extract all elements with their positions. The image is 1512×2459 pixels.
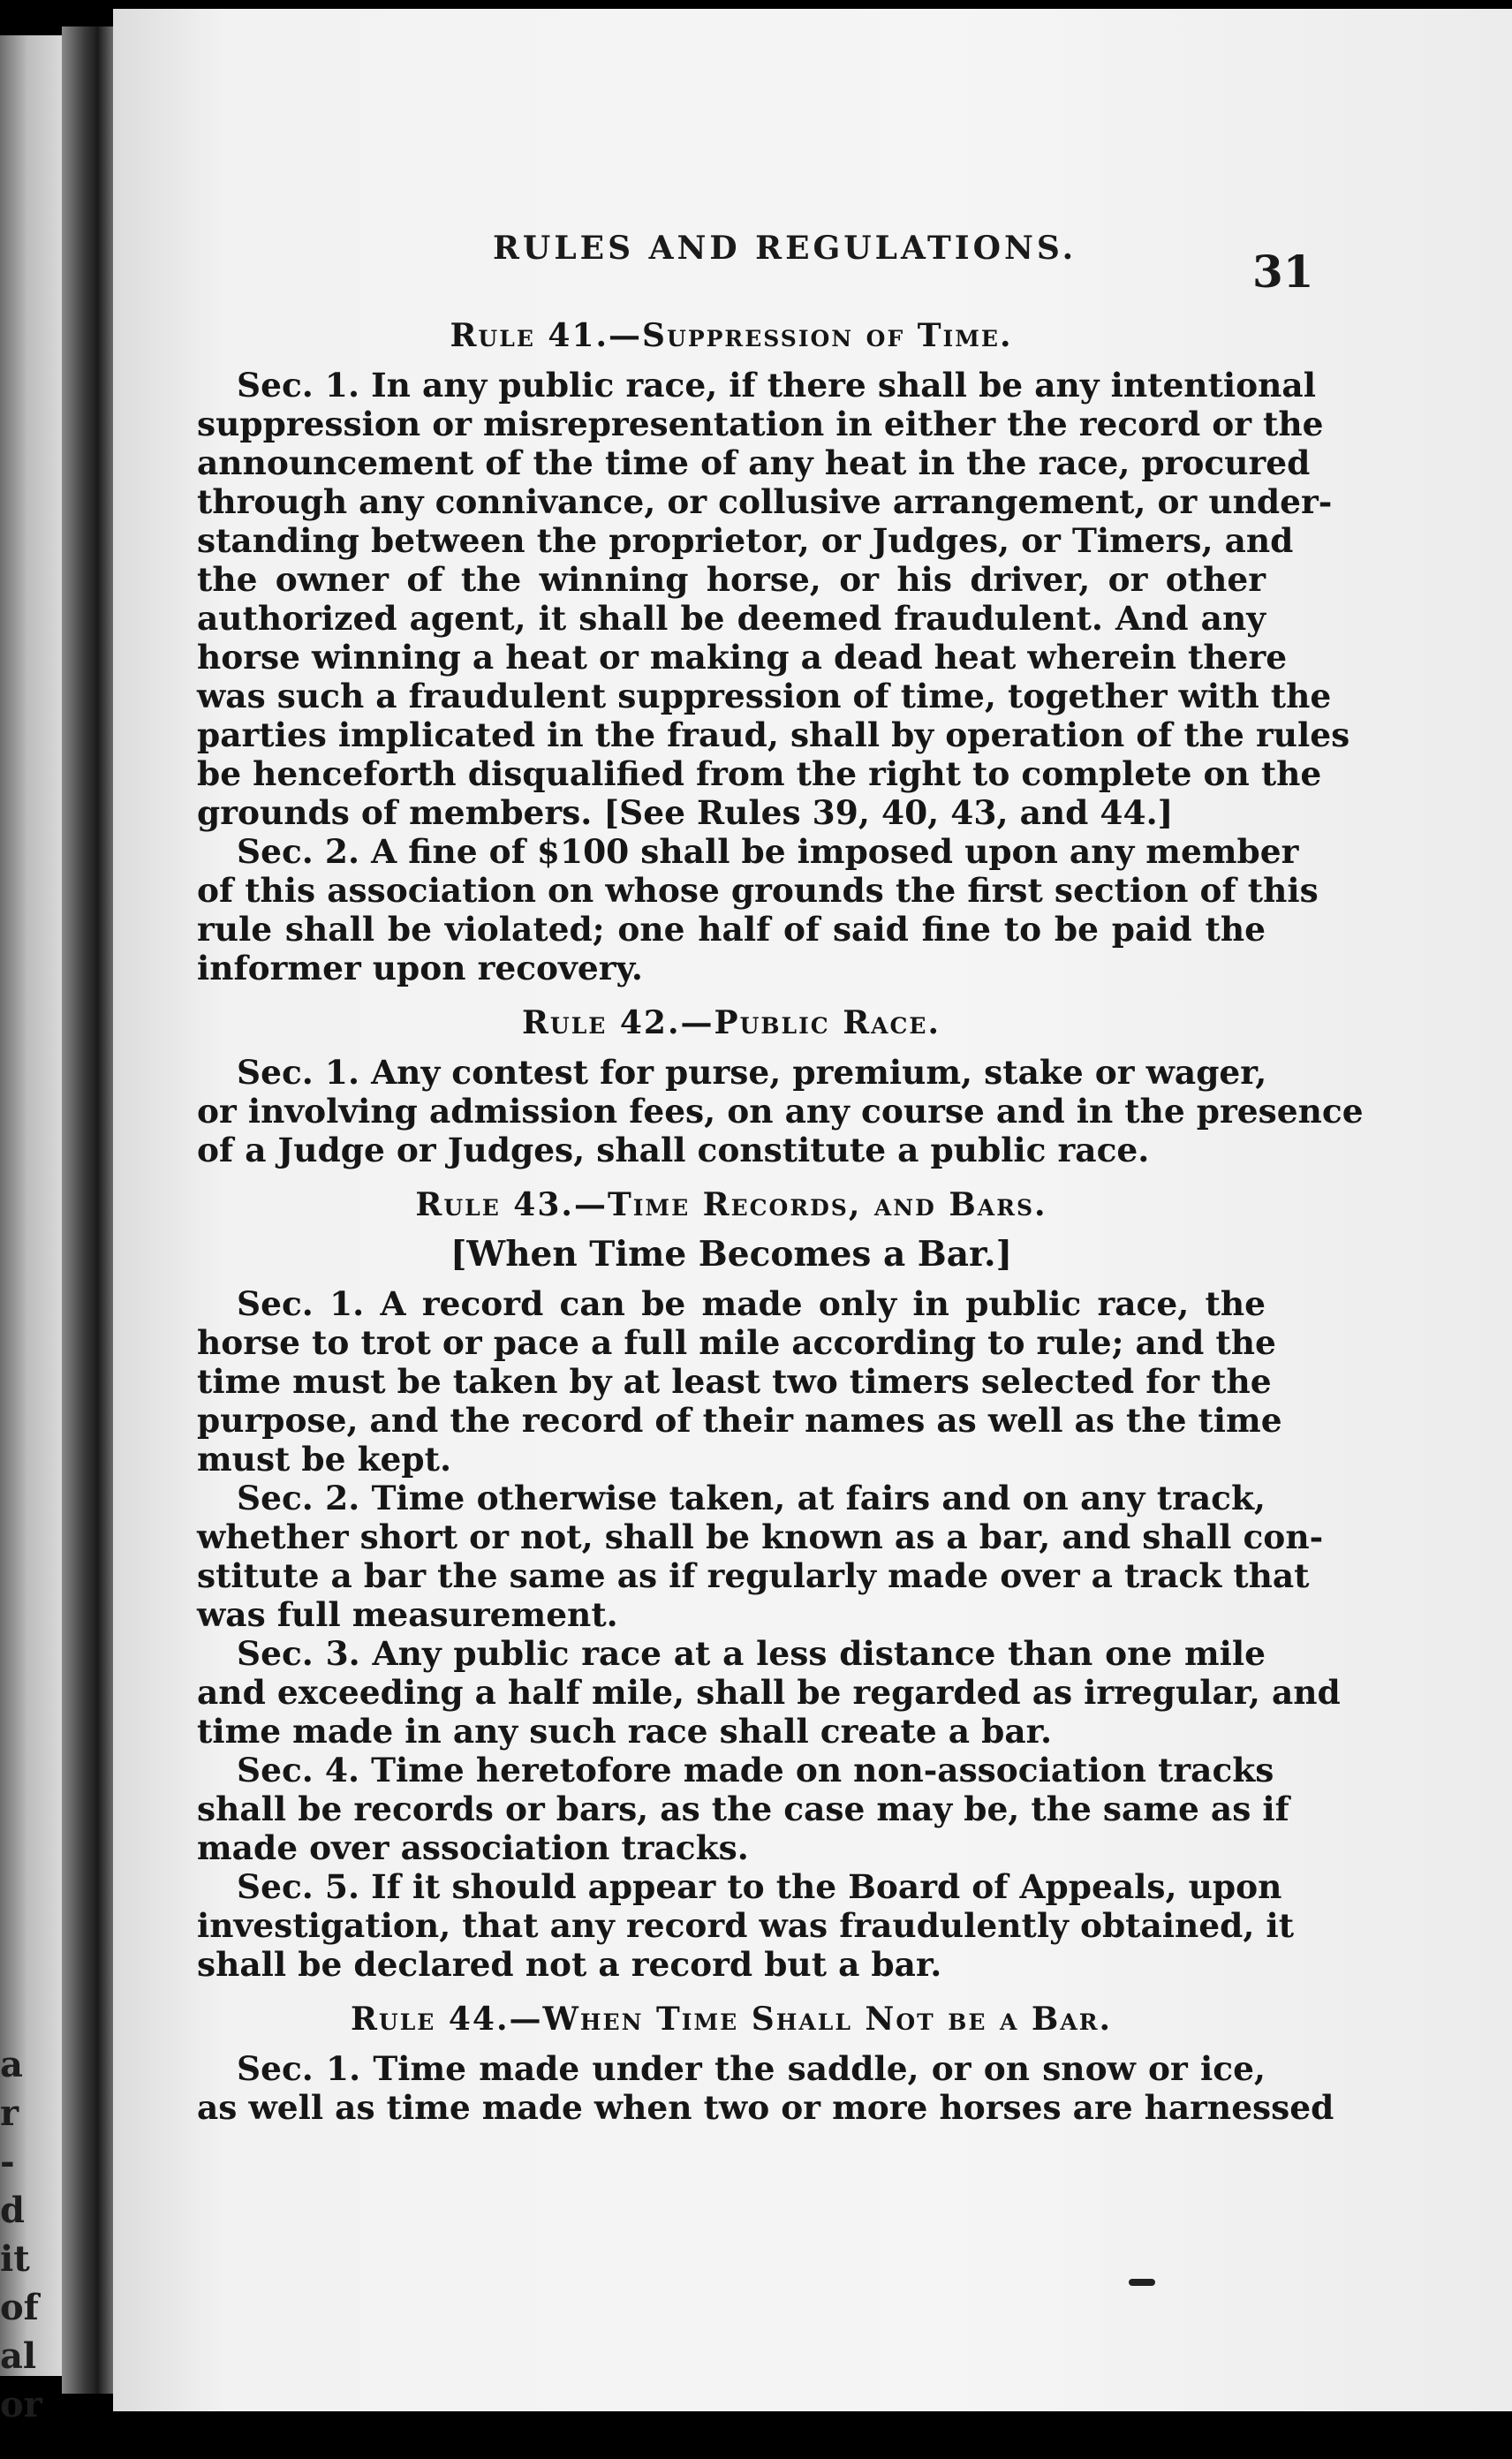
rule-44-section-1 — [197, 2049, 1334, 2127]
rule-43-section-2 — [197, 1479, 1324, 1634]
text-line: authorized agent, it shall be deemed fraudulent. And any — [197, 599, 1266, 638]
margin-letter: it — [0, 2238, 30, 2280]
page-header-title: RULES AND REGULATIONS. — [493, 230, 1077, 267]
text-line: shall be records or bars, as the case may be, the same as if — [197, 1789, 1289, 1828]
rule-41-section-1 — [197, 366, 1350, 832]
rule-43-heading: Rule 43.—Time Records, and Bars. — [415, 1186, 1047, 1223]
left-page-margin-letters — [0, 2040, 42, 2429]
text-line: stitute a bar the same as if regularly made over a track that — [197, 1556, 1310, 1595]
text-line: of this association on whose grounds the first section of this — [197, 871, 1319, 910]
book-page — [113, 9, 1512, 2411]
text-line: Sec. 2. Time otherwise taken, at fairs and on any track, — [237, 1479, 1266, 1517]
rule-43-section-4 — [197, 1751, 1289, 1867]
text-line: shall be declared not a record but a bar. — [197, 1945, 942, 1984]
text-line: Sec. 4. Time heretofore made on non-association tracks — [237, 1751, 1274, 1789]
rule-42-heading: Rule 42.—Public Race. — [521, 1004, 941, 1041]
text-line: announcement of the time of any heat in the race, procured — [197, 443, 1311, 482]
margin-letter: of — [0, 2287, 39, 2328]
text-line: horse winning a heat or making a dead heat wherein there — [197, 638, 1288, 677]
page-body — [197, 300, 1364, 2127]
text-line: Sec. 1. A record can be made only in public race, the — [237, 1284, 1266, 1323]
text-line: Sec. 1. In any public race, if there shall be any intentional — [237, 366, 1316, 405]
rule-43-subheading: [When Time Becomes a Bar.] — [450, 1234, 1013, 1275]
text-line: and exceeding a half mile, shall be regarded as irregular, and — [197, 1673, 1341, 1712]
text-line: be henceforth disqualified from the right to complete on the — [197, 754, 1322, 793]
margin-letter: r — [0, 2092, 19, 2134]
text-line: parties implicated in the fraud, shall by operation of the rules — [197, 715, 1350, 754]
text-line: through any connivance, or collusive arrangement, or under- — [197, 482, 1333, 521]
text-line: Sec. 2. A fine of $100 shall be imposed upon any member — [237, 832, 1299, 871]
rule-43-section-5 — [197, 1867, 1295, 1984]
text-line: Sec. 1. Any contest for purse, premium, stake or wager, — [237, 1053, 1267, 1092]
text-line: was full measurement. — [197, 1595, 618, 1634]
text-line: investigation, that any record was fraudulently obtained, it — [197, 1906, 1295, 1945]
margin-letter: a — [0, 2044, 23, 2085]
margin-letter: - — [0, 2141, 15, 2183]
text-line: informer upon recovery. — [197, 949, 643, 987]
text-line: was such a fraudulent suppression of time, together with the — [197, 677, 1332, 715]
rule-43-section-1 — [197, 1284, 1282, 1479]
text-line: Sec. 1. Time made under the saddle, or on snow or ice, — [237, 2049, 1266, 2088]
text-line: horse to trot or pace a full mile according to rule; and the — [197, 1323, 1276, 1362]
text-line: whether short or not, shall be known as a bar, and shall con- — [197, 1517, 1324, 1556]
text-line: time must be taken by at least two timers selected for the — [197, 1362, 1272, 1401]
text-line: time made in any such race shall create a bar. — [197, 1712, 1053, 1751]
rule-41-heading: Rule 41.—Suppression of Time. — [450, 317, 1013, 354]
margin-letter: or — [0, 2384, 42, 2425]
text-line: or involving admission fees, on any course and in the presence — [197, 1092, 1364, 1131]
text-line: the owner of the winning horse, or his driver, or other — [197, 560, 1266, 599]
rule-41-section-2 — [197, 832, 1319, 987]
text-line: Sec. 5. If it should appear to the Board of Appeals, upon — [237, 1867, 1282, 1906]
page-number: 31 — [1252, 246, 1314, 298]
text-line: rule shall be violated; one half of said fine to be paid the — [197, 910, 1266, 949]
text-line: must be kept. — [197, 1440, 452, 1479]
book-gutter — [62, 26, 113, 2394]
text-line: standing between the proprietor, or Judges, or Timers, and — [197, 521, 1294, 560]
text-line: suppression or misrepresentation in either the record or the — [197, 405, 1324, 443]
running-head — [113, 230, 1512, 298]
text-line: made over association tracks. — [197, 1828, 749, 1867]
margin-letter: al — [0, 2335, 37, 2377]
text-line: purpose, and the record of their names as well as the time — [197, 1401, 1282, 1440]
rule-42-section-1 — [197, 1053, 1364, 1169]
rule-43-section-3 — [197, 1634, 1341, 1751]
text-line: Sec. 3. Any public race at a less distance than one mile — [237, 1634, 1266, 1673]
text-line: as well as time made when two or more horses are harnessed — [197, 2088, 1334, 2127]
ink-speck — [1129, 2279, 1155, 2286]
rule-44-heading: Rule 44.—When Time Shall Not be a Bar. — [350, 2001, 1113, 2038]
text-line: of a Judge or Judges, shall constitute a public race. — [197, 1131, 1150, 1169]
left-page-edge — [0, 35, 62, 2425]
margin-letter: d — [0, 2190, 25, 2231]
text-line: grounds of members. [See Rules 39, 40, 43, and 44.] — [197, 793, 1174, 832]
